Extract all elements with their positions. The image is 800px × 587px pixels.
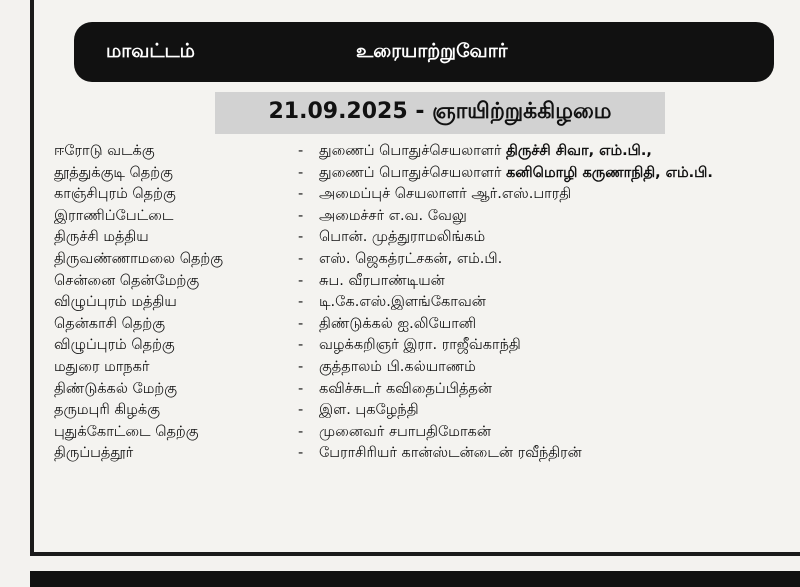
- speaker-title: முனைவர் சபாபதிமோகன்: [319, 423, 491, 440]
- separator-dash: -: [298, 423, 304, 440]
- speaker-name: [319, 271, 800, 293]
- list-item: [54, 379, 800, 401]
- list-item: [54, 227, 800, 249]
- district-name: மதுரை மாநகர்: [54, 358, 150, 375]
- speaker-name: [319, 422, 800, 444]
- speaker-column-header: உரையாற்றுவோர்: [356, 40, 508, 62]
- speaker-name: [319, 184, 800, 206]
- speaker-title: துணைப் பொதுச்செயலாளர்: [319, 164, 507, 181]
- district-name: விழுப்புரம் மத்திய: [54, 294, 177, 311]
- speaker-title: துணைப் பொதுச்செயலாளர்: [319, 143, 507, 159]
- list-item: [54, 163, 800, 185]
- list-item: [54, 292, 800, 314]
- date-banner: 21.09.2025 - ஞாயிற்றுக்கிழமை: [215, 92, 665, 134]
- separator-dash: -: [298, 445, 304, 462]
- speaker-title: அமைச்சர் எ.வ. வேலு: [319, 207, 467, 224]
- list-item: [54, 357, 800, 379]
- district-name: திருப்பத்தூர்: [54, 445, 134, 462]
- separator-dash: -: [298, 315, 304, 332]
- list-item: [54, 206, 800, 228]
- district-column-header: மாவட்டம்: [106, 40, 195, 62]
- list-item: [54, 184, 800, 206]
- speaker-title: பொன். முத்துராமலிங்கம்: [319, 229, 486, 246]
- table-header: [74, 22, 774, 82]
- speaker-title: வழக்கறிஞர் இரா. ராஜீவ்காந்தி: [319, 337, 521, 354]
- separator-dash: -: [298, 229, 304, 246]
- separator-dash: -: [298, 294, 304, 311]
- separator-dash: -: [298, 207, 304, 224]
- separator-dash: -: [298, 272, 304, 289]
- district-name: இராணிப்பேட்டை: [54, 207, 174, 224]
- speaker-title: கவிச்சுடர் கவிதைப்பித்தன்: [319, 380, 492, 397]
- list-item: [54, 422, 800, 444]
- district-name: புதுக்கோட்டை தெற்கு: [54, 423, 199, 440]
- district-name: திருச்சி மத்திய: [54, 229, 149, 246]
- list-item: [54, 400, 800, 422]
- separator-dash: -: [298, 250, 304, 267]
- speaker-name: [319, 379, 800, 401]
- speaker-name: [319, 141, 800, 163]
- speaker-title: குத்தாலம் பி.கல்யாணம்: [319, 358, 476, 375]
- speaker-name: [319, 206, 800, 228]
- speaker-highlight-name: திருச்சி சிவா, எம்.பி.,: [506, 143, 652, 159]
- speaker-title: திண்டுக்கல் ஐ.லியோனி: [319, 315, 477, 332]
- speaker-name: [319, 357, 800, 379]
- list-item: [54, 443, 800, 465]
- speaker-name: [319, 443, 800, 465]
- district-name: தென்காசி தெற்கு: [54, 315, 166, 332]
- list-item: [54, 271, 800, 293]
- list-item: [54, 335, 800, 357]
- district-name: தருமபுரி கிழக்கு: [54, 402, 161, 419]
- district-name: சென்னை தென்மேற்கு: [54, 272, 200, 289]
- district-name: திருவண்ணாமலை தெற்கு: [54, 250, 224, 267]
- separator-dash: -: [298, 358, 304, 375]
- speaker-title: பேராசிரியர் கான்ஸ்டன்டைன் ரவீந்திரன்: [319, 445, 582, 462]
- speaker-name: [319, 227, 800, 249]
- schedule-list: [54, 141, 800, 465]
- speaker-name: [319, 249, 800, 271]
- speaker-name: [319, 163, 800, 185]
- separator-dash: -: [298, 186, 304, 203]
- speaker-title: டி.கே.எஸ்.இளங்கோவன்: [319, 294, 486, 311]
- district-name: ஈரோடு வடக்கு: [54, 143, 155, 159]
- list-item: [54, 249, 800, 271]
- speaker-highlight-name: கனிமொழி கருணாநிதி, எம்.பி.: [506, 164, 713, 181]
- separator-dash: -: [298, 143, 304, 159]
- district-name: தூத்துக்குடி தெற்கு: [54, 164, 173, 181]
- speaker-title: சுப. வீரபாண்டியன்: [319, 272, 445, 289]
- list-item: [54, 141, 800, 163]
- separator-dash: -: [298, 337, 304, 354]
- speaker-title: எஸ். ஜெகத்ரட்சகன், எம்.பி.: [319, 250, 503, 267]
- speaker-title: அமைப்புச் செயலாளர் ஆர்.எஸ்.பாரதி: [319, 186, 572, 203]
- separator-dash: -: [298, 164, 304, 181]
- speaker-name: [319, 314, 800, 336]
- district-name: காஞ்சிபுரம் தெற்கு: [54, 186, 176, 203]
- bottom-bar: [30, 571, 800, 587]
- district-name: திண்டுக்கல் மேற்கு: [54, 380, 178, 397]
- speaker-title: இள. புகழேந்தி: [319, 402, 419, 419]
- district-name: விழுப்புரம் தெற்கு: [54, 337, 175, 354]
- speaker-name: [319, 292, 800, 314]
- list-item: [54, 314, 800, 336]
- separator-dash: -: [298, 402, 304, 419]
- speaker-name: [319, 400, 800, 422]
- speaker-name: [319, 335, 800, 357]
- separator-dash: -: [298, 380, 304, 397]
